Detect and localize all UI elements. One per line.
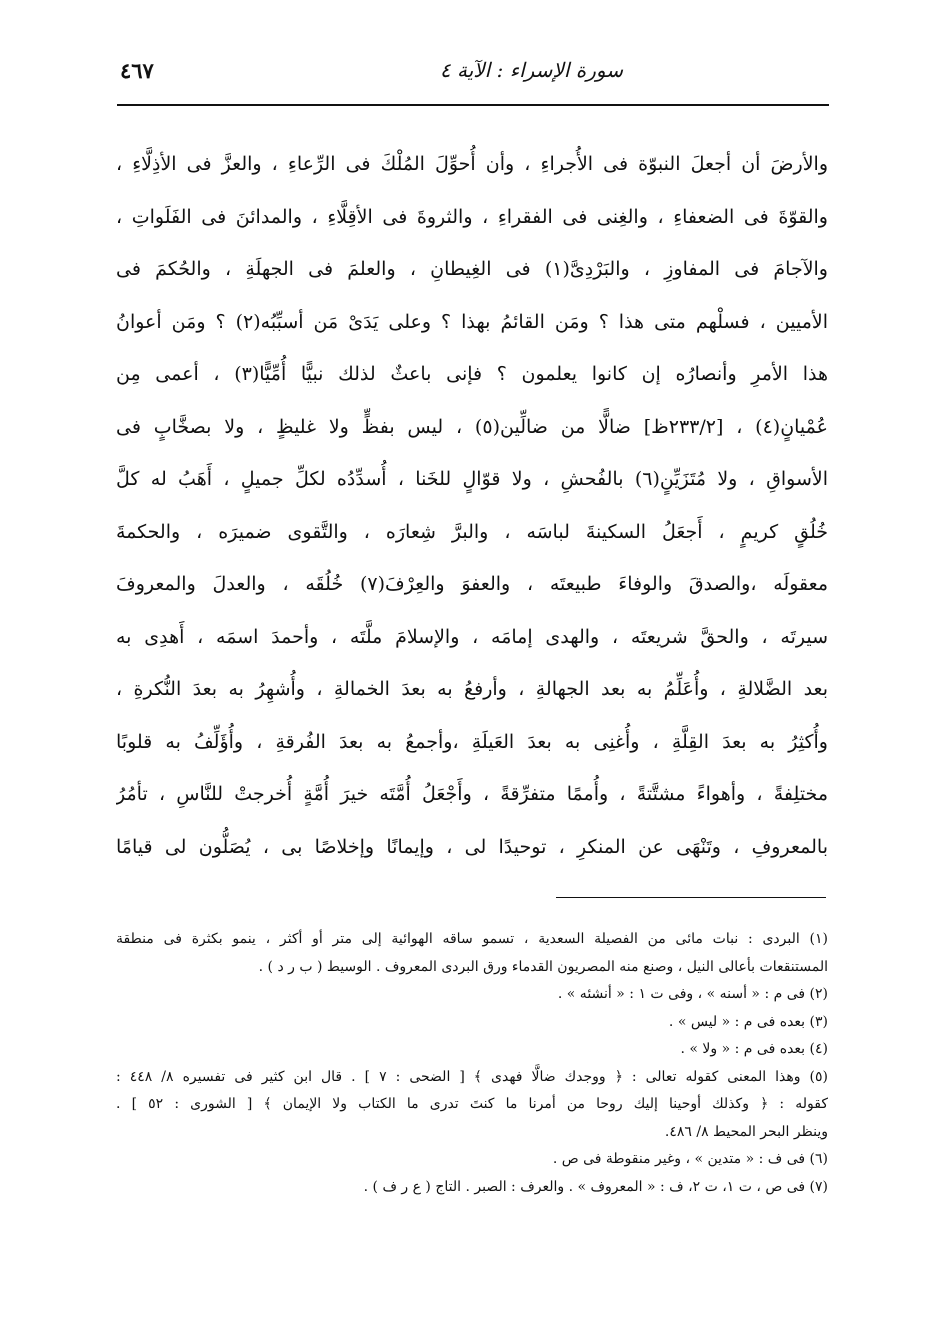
footnote-4: (٤) بعده فى م : « ولا » . bbox=[680, 1041, 828, 1057]
footnote-2: (٢) فى م : « أسنه » ، وفى ت ١ : « أنشئه » . bbox=[557, 986, 828, 1002]
main-text bbox=[116, 138, 828, 873]
text-line: والآجامَ فى المفاوزِ ، والبَرْدِىَّ(١) فى الغِيطانِ ، والعلمَ فى الجهلَةِ ، والحُكمَ فى bbox=[116, 258, 828, 280]
footnote-7: (٧) فى ص ، ت ١، ت ٢، ف : « المعروف » . والعرف : الصبر . التاج ( ع ر ف ) . bbox=[363, 1178, 828, 1195]
footnote-6: (٦) فى ف : « متدين » ، وغير منقوطة فى ص . bbox=[552, 1151, 828, 1167]
text-line: بعد الضَّلالةِ ، وأُعَلِّمُ به بعد الجهالةِ ، وأرفعُ به بعدَ الخمالةِ ، وأُشهِرُ به بعدَ النُّكرةِ ، bbox=[116, 678, 828, 700]
text-line: والقوّةَ فى الضعفاءِ ، والغِنى فى الفقراءِ ، والثروةَ فى الأقِلَّاءِ ، والمدائنَ فى الفَلَواتِ ، bbox=[116, 205, 828, 228]
page-header bbox=[118, 52, 828, 96]
text-line: الأسواقِ ، ولا مُتَزَيِّنٍ(٦) بالفُحشِ ، ولا قوّالٍ للخَنا ، أُسدِّدُه لكلِّ جميلٍ ، أَهَبُ له كلَّ bbox=[116, 468, 828, 490]
footnote-5-end: وينظر البحر المحيط ٨/ ٤٨٦. bbox=[664, 1123, 828, 1140]
text-line: معقولَه ،والصدقَ والوفاءَ طبيعتَه ، والعفوَ والعِرْفَ(٧) خُلُقَه ، والعدلَ والمعروفَ bbox=[116, 573, 828, 595]
footnotes bbox=[116, 926, 828, 1201]
running-title: سورة الإسراء : الآية ٤ bbox=[439, 58, 623, 82]
text-line: والأرضَ أن أجعلَ النبوّة فى الأُجراءِ ، وأن أُحوِّلَ المُلْكَ فى الرِّعاءِ ، والعزَّ فى الأذِلَّاءِ ، bbox=[116, 153, 828, 175]
text-line: الأميين ، فسلْهم متى هذا ؟ ومَن القائمُ بهذا ؟ وعلى يَدَىْ مَن أسبِّبُه(٢) ؟ ومَن أعوانُ bbox=[116, 310, 828, 333]
text-line: بالمعروفِ ، وتَنْهَى عن المنكرِ ، توحيدًا لى ، وإيمانًا وإخلاصًا بى ، يُصَلُّون لى قيامًا bbox=[116, 835, 828, 858]
text-line: خُلُقٍ كريمٍ ، أَجعَلُ السكينةَ لباسَه ، والبرَّ شِعارَه ، والتَّقوى ضميرَه ، والحكمةَ bbox=[116, 520, 828, 543]
footnote-divider bbox=[556, 897, 826, 898]
text-line: سيرتَه ، والحقَّ شريعتَه ، والهدى إمامَه ، والإسلامَ ملَّتَه ، وأحمدَ اسمَه ، أَهدِى به bbox=[116, 625, 828, 648]
header-divider bbox=[117, 104, 829, 106]
footnote-3: (٣) بعده فى م : « ليس » . bbox=[668, 1013, 828, 1030]
text-line: مختلِفةً ، وأهواءً مشتَّتةً ، وأُممًا متفرِّقةً ، وأَجْعَلُ أُمَّتَه خيرَ أُمَّةٍ أُخرجتْ للنَّاسِ ، تأمُرُ bbox=[116, 783, 828, 805]
text-line: عُمْيانٍ(٤) ، [٢٣٣/٢ظ] ضالًّا من ضالِّين(٥) ، ليس بفظٍّ ولا غليظٍ ، ولا بصخَّابٍ فى bbox=[116, 415, 828, 438]
page-number: ٤٦٧ bbox=[120, 58, 154, 83]
footnote-1: (١) البردى : نبات مائى من الفصيلة السعدية ، تسمو ساقه الهوائية إلى متر أو أكثر ، ينمو بكثرة فى منطقة bbox=[116, 931, 828, 947]
footnote-5: (٥) وهذا المعنى كقوله تعالى : ﴿ ووجدك ضالًّا فهدى ﴾ [ الضحى : ٧ ] . قال ابن كثير فى تفسيره ٨/ ٤٤٨ : bbox=[116, 1068, 828, 1085]
text-line: هذا الأمرِ وأنصارُه إن كانوا يعلمون ؟ فإنى باعثٌ لذلك نبيًّا أُمِّيًّا(٣) ، أعمى مِن bbox=[116, 363, 828, 385]
footnote-5-cont: كقوله : ﴿ وكذلك أوحينا إليك روحا من أمرنا ما كنتَ تدرى ما الكتاب ولا الإيمان ﴾ [ الشورى : ٥٢ ] . bbox=[116, 1096, 828, 1112]
text-line: وأُكثِرُ به بعدَ القِلَّةِ ، وأُغنِى به بعدَ العَيلَةِ ،وأجمعُ به بعدَ الفُرقةِ ، وأُؤَلِّفُ به قلوبًا bbox=[116, 730, 828, 753]
footnote-1-cont: المستنقعات بأعالى النيل ، وصنع منه المصريون القدماء ورق البردى المعروف . الوسيط ( ب ر د ) . bbox=[258, 958, 828, 975]
